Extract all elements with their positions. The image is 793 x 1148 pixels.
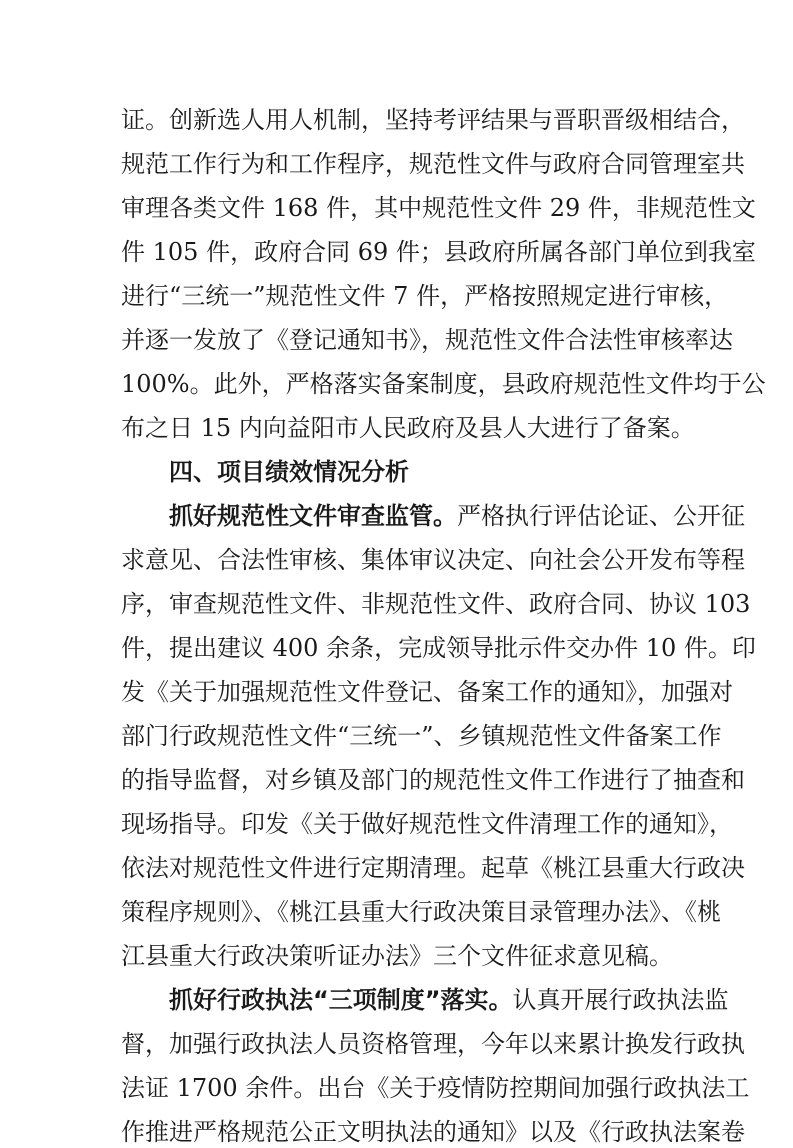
text-line: 序，审查规范性文件、非规范性文件、政府合同、协议 103 [121, 590, 751, 618]
paragraph-first-line [169, 984, 729, 1016]
text-line: 件 105 件，政府合同 69 件；县政府所属各部门单位到我室 [121, 238, 756, 266]
paragraph-text: 认真开展行政执法监 [512, 986, 729, 1014]
text-line: 督，加强行政执法人员资格管理，今年以来累计换发行政执 [121, 1030, 745, 1058]
text-line: 法证 1700 余件。出台《关于疫情防控期间加强行政执法工 [121, 1074, 750, 1102]
text-line: 规范工作行为和工作程序，规范性文件与政府合同管理室共 [121, 150, 745, 178]
text-line: 进行“三统一”规范性文件 7 件，严格按照规定进行审核， [121, 282, 729, 310]
paragraph-text: 严格执行评估论证、公开征 [457, 502, 745, 530]
text-line: 审理各类文件 168 件，其中规范性文件 29 件，非规范性文 [121, 194, 756, 222]
text-line: 布之日 15 内向益阳市人民政府及县人大进行了备案。 [121, 414, 695, 442]
text-line: 证。创新选人用人机制，坚持考评结果与晋职晋级相结合， [121, 106, 745, 134]
text-line: 江县重大行政决策听证办法》三个文件征求意见稿。 [121, 942, 673, 970]
text-line: 作推进严格规范公正文明执法的通知》以及《行政执法案卷 [121, 1118, 745, 1146]
text-line: 策程序规则》、《桃江县重大行政决策目录管理办法》、《桃 [121, 898, 721, 926]
text-line: 求意见、合法性审核、集体审议决定、向社会公开发布等程 [121, 546, 745, 574]
text-line: 100%。此外，严格落实备案制度，县政府规范性文件均于公 [121, 370, 766, 398]
paragraph-lead: 抓好规范性文件审查监管。 [169, 502, 457, 530]
text-line: 现场指导。印发《关于做好规范性文件清理工作的通知》， [121, 810, 733, 838]
text-line: 的指导监督，对乡镇及部门的规范性文件工作进行了抽查和 [121, 766, 745, 794]
text-line: 件，提出建议 400 余条，完成领导批示件交办件 10 件。印 [121, 634, 756, 662]
paragraph-first-line [169, 500, 745, 532]
text-line: 发《关于加强规范性文件登记、备案工作的通知》，加强对 [121, 678, 733, 706]
text-line: 部门行政规范性文件“三统一”、乡镇规范性文件备案工作 [121, 722, 722, 750]
text-line: 依法对规范性文件进行定期清理。起草《桃江县重大行政决 [121, 854, 745, 882]
section-heading: 四、项目绩效情况分析 [169, 458, 409, 486]
text-line: 并逐一发放了《登记通知书》，规范性文件合法性审核率达 [121, 326, 733, 354]
paragraph-lead: 抓好行政执法“三项制度”落实。 [169, 986, 513, 1014]
